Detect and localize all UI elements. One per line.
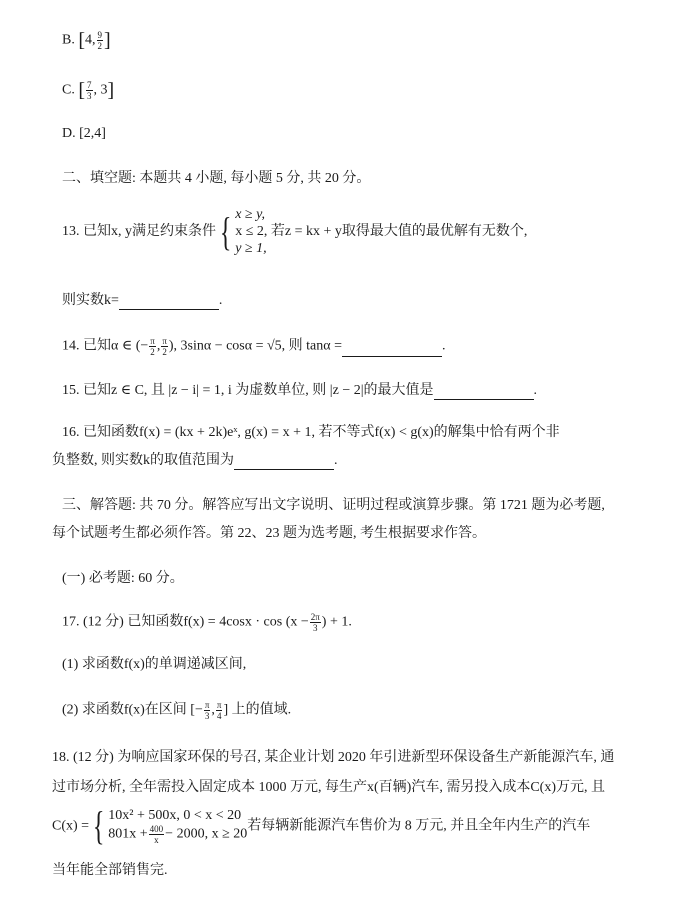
question-17-part2: (2) 求函数f(x)在区间 [− $\frac{\pi}{3}$ , $\frac{\pi}{4}$ ] 上的值域. xyxy=(62,700,292,721)
question-17-part1: (1) 求函数f(x)的单调递减区间, xyxy=(62,657,247,672)
question-13-answer: 则实数k= . xyxy=(62,293,223,308)
answer-blank[interactable] xyxy=(234,455,334,470)
answer-blank[interactable] xyxy=(342,342,442,357)
section-3-line1: 三、解答题: 共 70 分。解答应写出文字说明、证明过程或演算步骤。第 1721 题为必考题, xyxy=(62,498,605,513)
question-14: 14. 已知α ∈ (− $\frac{\pi}{2}$ , $\frac{\pi}{2}$ ), 3sinα − cosα = √5, 则 tanα = . xyxy=(62,336,446,357)
option-d: D. [2,4] xyxy=(62,126,106,141)
answer-blank[interactable] xyxy=(434,385,534,400)
question-18-line4: 当年能全部销售完. xyxy=(52,863,168,878)
question-17: 17. (12 分) 已知函数f(x) = 4cosx · cos (x − $\frac{2\pi}{3}$ ) + 1. xyxy=(62,612,352,633)
question-15: 15. 已知z ∈ C, 且 |z − i| = 1, i 为虚数单位, 则 |z − 2|的最大值是 . xyxy=(62,383,538,398)
question-13: 13. 已知x, y满足约束条件{ x ≥ y, x ≤ 2, 若z = kx + y取得最大值的最优解有无数个, y ≥ 1, xyxy=(62,207,528,256)
section-3-line2: 每个试题考生都必须作答。第 22、23 题为选考题, 考生根据要求作答。 xyxy=(52,526,486,541)
question-18-line1: 18. (12 分) 为响应国家环保的号召, 某企业计划 2020 年引进新型环保设备生产新能源汽车, 通 xyxy=(52,750,615,765)
option-c: C. [ $\frac{7}{3}$ , 3] xyxy=(62,79,115,102)
section-2-heading: 二、填空题: 本题共 4 小题, 每小题 5 分, 共 20 分。 xyxy=(62,171,371,186)
answer-blank[interactable] xyxy=(119,295,219,310)
question-18-line2: 过市场分析, 全年需投入固定成本 1000 万元, 每生产x(百辆)汽车, 需另投入成本C(x)万元, 且 xyxy=(52,780,605,795)
question-16-line1: 16. 已知函数f(x) = (kx + 2k)eˣ, g(x) = x + 1, 若不等式f(x) < g(x)的解集中恰有两个非 xyxy=(62,425,560,440)
question-16-line2: 负整数, 则实数k的取值范围为 . xyxy=(52,453,338,468)
option-b: B. [4, $\frac{9}{2}$ ] xyxy=(62,29,111,52)
question-18-cost-function: C(x) ={ 10x² + 500x, 0 < x < 20 801x + $\frac{400}{x}$ − 2000, x ≥ 20 若每辆新能源汽车售价为 8 万元, 并且全年内生产的汽车 xyxy=(52,803,591,848)
required-heading: (一) 必考题: 60 分。 xyxy=(62,571,184,586)
